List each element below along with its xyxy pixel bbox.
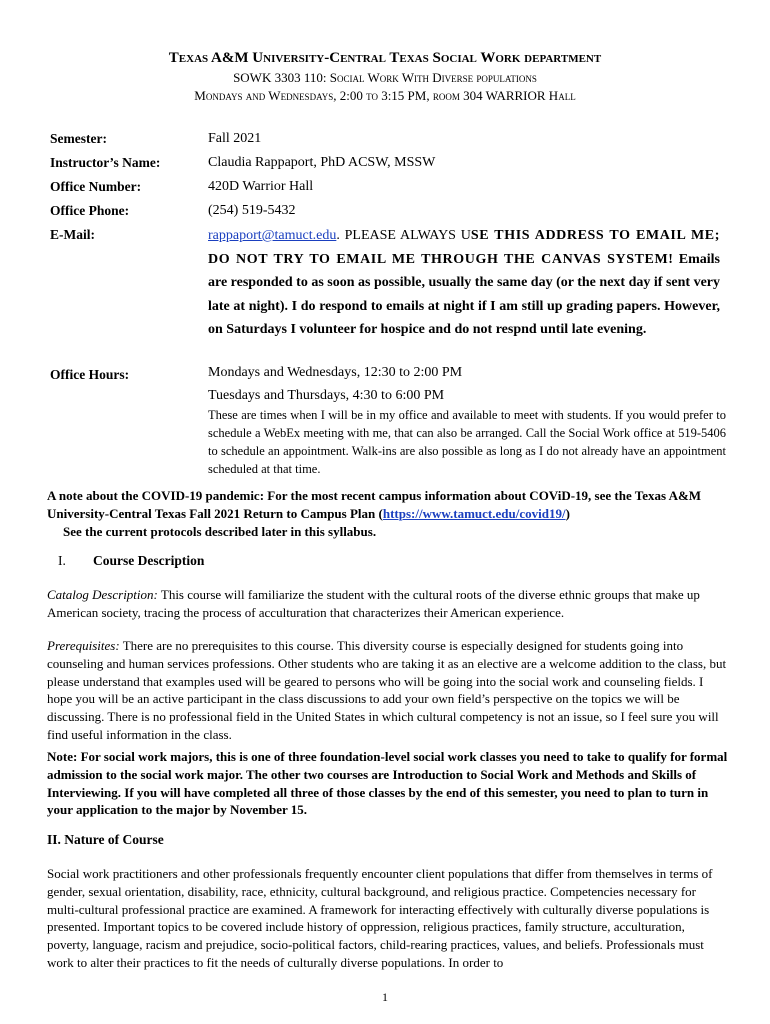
office-hours-note: These are times when I will be in my office and available to meet with students. If you would prefer to schedule a WebEx meeting with me, that can also be arranged. Call the Social Work office at 519-5406 to schedule an appointment. Walk-ins are also possible as long as I do not already have an appointment scheduled at that time. — [208, 408, 726, 476]
email-instruction-1: . PLEASE ALWAYS U — [336, 228, 471, 243]
office-number-label: Office Number: — [50, 179, 142, 194]
catalog-text: This course will familiarize the student with the cultural roots of the diverse ethnic groups that make up American society, tracing the process of acculturation that characterizes their American experience. — [47, 587, 700, 620]
semester-value: Fall 2021 — [208, 131, 262, 146]
office-phone-value: (254) 519-5432 — [208, 203, 296, 218]
catalog-description — [47, 586, 729, 622]
email-instruction-2: SE THIS ADDRESS TO EMAIL ME; DO NOT TRY TO EMAIL ME THROUGH THE CANVAS SYSTEM! — [208, 228, 720, 267]
prerequisites — [47, 637, 729, 744]
semester-label: Semester: — [50, 131, 107, 146]
section-heading-nature-of-course: II. Nature of Course — [47, 832, 164, 847]
office-hours-label: Office Hours: — [50, 367, 130, 382]
social-work-majors-note: Note: For social work majors, this is one of three foundation-level social work classes you need to take to qualify for formal admission to the social work major. The other two courses are Introduction to Social Work and Methods and Skills of Interviewing. If you will have completed all three of those classes by the end of this semester, you need to plan to turn in your application to the major by November 15. — [47, 749, 728, 818]
covid-note — [47, 487, 732, 541]
course-title: SOWK 3303 110: Social Work With Diverse populations — [233, 70, 537, 85]
covid-protocols: See the current protocols described later in this syllabus. — [63, 524, 377, 539]
email-label: E-Mail: — [50, 227, 95, 242]
email-response-policy: Emails are responded to as soon as possible, usually the same day (or the next day if sent very late at night). I do respond to emails at night if I am still up grading papers. However, on Saturdays I volunteer for hospice and do not respnd until late evening. — [208, 251, 720, 337]
nature-of-course-text: Social work practitioners and other professionals frequently encounter client populations that differ from themselves in terms of gender, sexual orientation, disability, race, ethnicity, cultural background, and religious practice. Competencies necessary for multi-cultural professional practice are examined. A framework for interacting effectively with culturally diverse populations is presented. Important topics to be covered include history of oppression, religious practices, family structure, acculturation, poverty, language, racism and prejudice, socio-political factors, child-rearing practices, values, and beliefs. Professionals must work to alter their practices to fit the needs of culturally diverse populations. In order to — [47, 866, 713, 970]
covid-link[interactable]: https://www.tamuct.edu/covid19/ — [382, 506, 566, 521]
office-hours-line1: Mondays and Wednesdays, 12:30 to 2:00 PM — [208, 365, 463, 380]
covid-text-close: ) — [565, 506, 570, 521]
prereq-label: Prerequisites: — [47, 638, 120, 653]
office-number-value: 420D Warrior Hall — [208, 179, 314, 194]
instructor-value: Claudia Rappaport, PhD ACSW, MSSW — [208, 155, 436, 170]
instructor-label: Instructor’s Name: — [50, 155, 161, 170]
catalog-label: Catalog Description: — [47, 587, 158, 602]
section-title: Course Description — [93, 553, 205, 568]
email-details — [208, 224, 720, 342]
page-number: 1 — [382, 990, 388, 1004]
department-heading: Texas A&M University-Central Texas Social Work department — [168, 50, 602, 66]
section-number: I. — [58, 553, 66, 568]
prereq-text: There are no prerequisites to this course. This diversity course is especially designed for students going into counseling and human services professions. Other students who are taking it as an elective are a welcome addition to the class, but please understand that examples used will be geared to persons who will be going into the social work and counseling fields. I hope you will be an active participant in the class discussions to add your own field’s perspective on the topics we will be discussing. There is no professional field in the United States in which cultural competency is not an issue, so I feel sure you will find useful information in the class. — [47, 638, 727, 742]
office-phone-label: Office Phone: — [50, 203, 130, 218]
course-schedule: Mondays and Wednesdays, 2:00 to 3:15 PM, room 304 WARRIOR Hall — [194, 88, 576, 103]
office-hours-line2: Tuesdays and Thursdays, 4:30 to 6:00 PM — [208, 388, 445, 403]
email-link[interactable]: rappaport@tamuct.edu — [208, 228, 337, 243]
covid-text: A note about the COVID-19 pandemic: For the most recent campus information about COViD-19, see the Texas A&M University-Central Texas Fall 2021 Return to Campus Plan ( — [47, 488, 702, 521]
